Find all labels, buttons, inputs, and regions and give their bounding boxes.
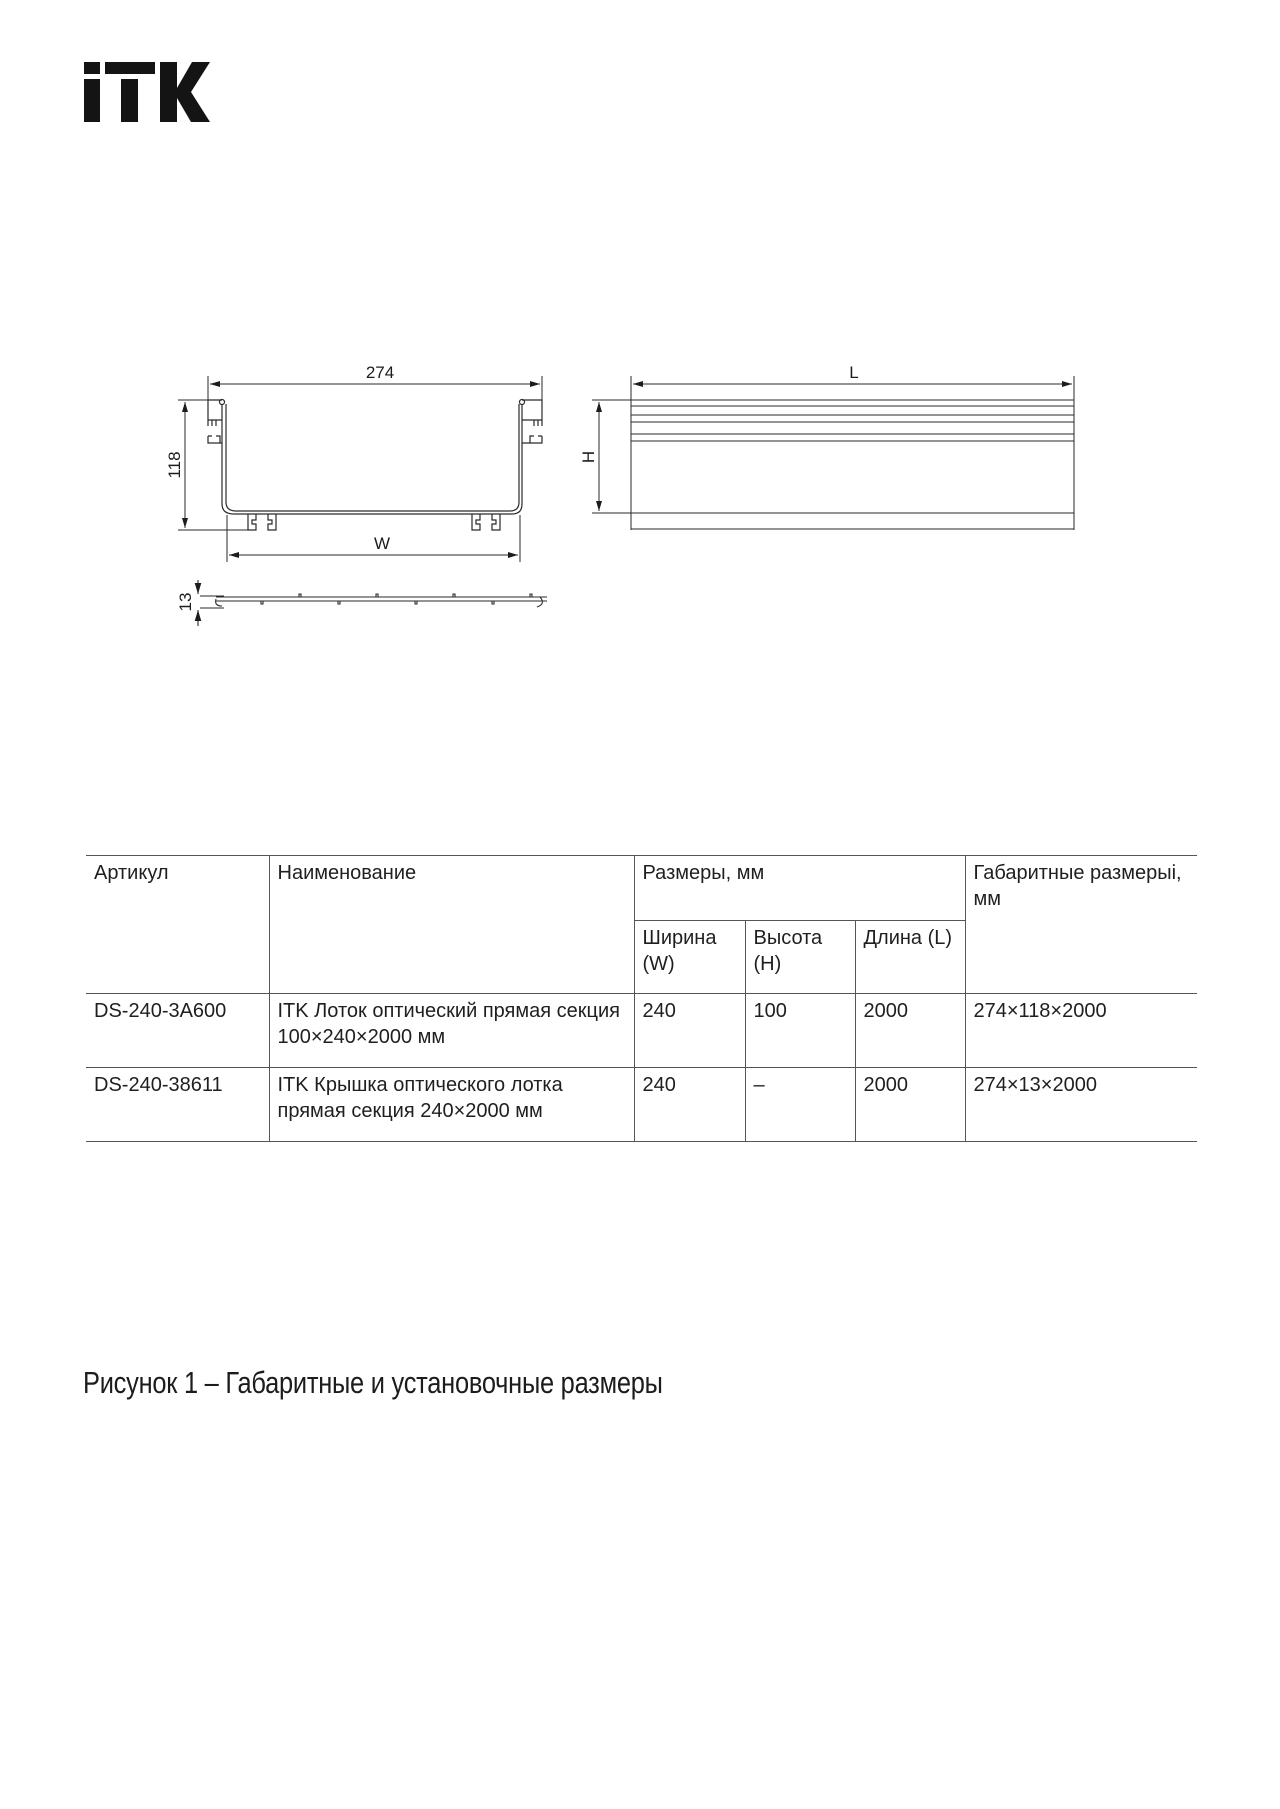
cell-article: DS-240-38611	[86, 1068, 269, 1142]
dimension-274-label: 274	[365, 363, 395, 382]
spec-table	[86, 855, 1197, 1142]
cell-article: DS-240-3A600	[86, 994, 269, 1068]
header-length: Длина (L)	[855, 921, 965, 994]
header-article: Артикул	[86, 856, 269, 994]
technical-drawing	[0, 0, 1280, 700]
cell-height: –	[745, 1068, 855, 1142]
cell-overall: 274×118×2000	[965, 994, 1197, 1068]
dimension-w-label: W	[373, 534, 391, 553]
side-view	[592, 376, 1074, 530]
table-header-row	[86, 856, 1197, 921]
cell-length: 2000	[855, 1068, 965, 1142]
cell-name: ITK Лоток оптический прямая секция 100×240×2000 мм	[269, 994, 634, 1068]
header-width: Ширина (W)	[634, 921, 745, 994]
cell-overall: 274×13×2000	[965, 1068, 1197, 1142]
table-row	[86, 994, 1197, 1068]
cell-name: ITK Крышка оптического лотка прямая секция 240×2000 мм	[269, 1068, 634, 1142]
header-height: Высота (H)	[745, 921, 855, 994]
cell-width: 240	[634, 994, 745, 1068]
dimension-274	[208, 376, 542, 420]
dimension-118-label: 118	[165, 451, 184, 479]
cover-profile	[198, 580, 547, 626]
dimension-13-label: 13	[176, 592, 195, 612]
cell-length: 2000	[855, 994, 965, 1068]
header-name: Наименование	[269, 856, 634, 994]
header-overall: Габаритные размерыі, мм	[965, 856, 1197, 994]
table-row	[86, 1068, 1197, 1142]
header-dimensions: Размеры, мм	[634, 856, 965, 921]
dimension-h-label: H	[579, 450, 598, 464]
cell-width: 240	[634, 1068, 745, 1142]
cell-height: 100	[745, 994, 855, 1068]
tray-profile	[208, 400, 542, 531]
dimension-l-label: L	[849, 363, 859, 382]
figure-caption: Рисунок 1 – Габаритные и установочные размеры	[83, 1365, 663, 1400]
